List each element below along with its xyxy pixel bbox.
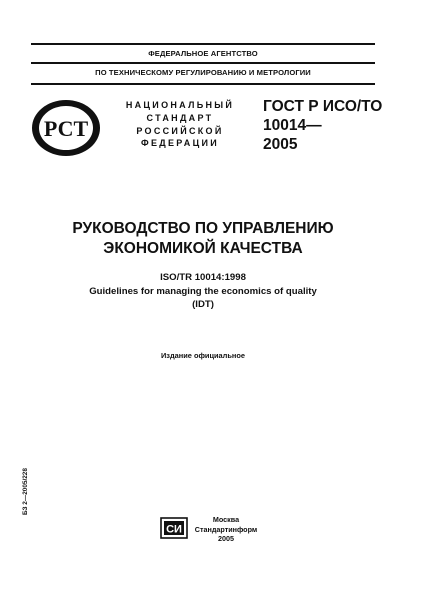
publisher-year: 2005 — [218, 534, 234, 544]
standard-type-line: РОССИЙСКОЙ — [136, 125, 224, 136]
standard-type-line: ФЕДЕРАЦИИ — [140, 138, 220, 149]
gost-r-certification-mark-icon — [30, 98, 102, 158]
publisher-city: Москва — [212, 515, 240, 524]
standard-designation — [263, 97, 382, 154]
equivalence-degree: (IDT) — [192, 299, 214, 310]
iso-reference: ISO/TR 10014:1998 — [160, 272, 246, 283]
header-bottom-rule — [31, 83, 375, 85]
publisher-logo-text: СИ — [166, 523, 182, 536]
top-rule — [31, 43, 375, 45]
document-title — [31, 219, 375, 259]
designation-line: 10014— — [263, 117, 322, 134]
standard-type-block — [112, 99, 248, 150]
agency-line-1: ФЕДЕРАЛЬНОЕ АГЕНТСТВО — [148, 49, 258, 58]
standartinform-logo-icon — [160, 517, 188, 539]
publisher-name: Стандартинформ — [194, 524, 258, 534]
emblem-text: РСТ — [43, 116, 89, 141]
standard-type-line: НАЦИОНАЛЬНЫЙ — [125, 100, 235, 110]
edition-label: Издание официальное — [160, 351, 245, 360]
side-code: БЗ 2—2005/228 — [22, 468, 29, 515]
agency-line-2: ПО ТЕХНИЧЕСКОМУ РЕГУЛИРОВАНИЮ И МЕТРОЛОГИИ — [95, 68, 311, 77]
designation-line: ГОСТ Р ИСО/ТО — [263, 98, 383, 115]
title-line: РУКОВОДСТВО ПО УПРАВЛЕНИЮ — [72, 220, 334, 237]
publisher-block — [194, 515, 258, 544]
standard-type-line: СТАНДАРТ — [146, 112, 214, 123]
designation-line: 2005 — [263, 136, 298, 153]
english-title: Guidelines for managing the economics of quality — [89, 285, 317, 297]
title-line: ЭКОНОМИКОЙ КАЧЕСТВА — [103, 240, 303, 257]
international-reference — [31, 271, 375, 312]
header-middle-rule — [31, 62, 375, 64]
